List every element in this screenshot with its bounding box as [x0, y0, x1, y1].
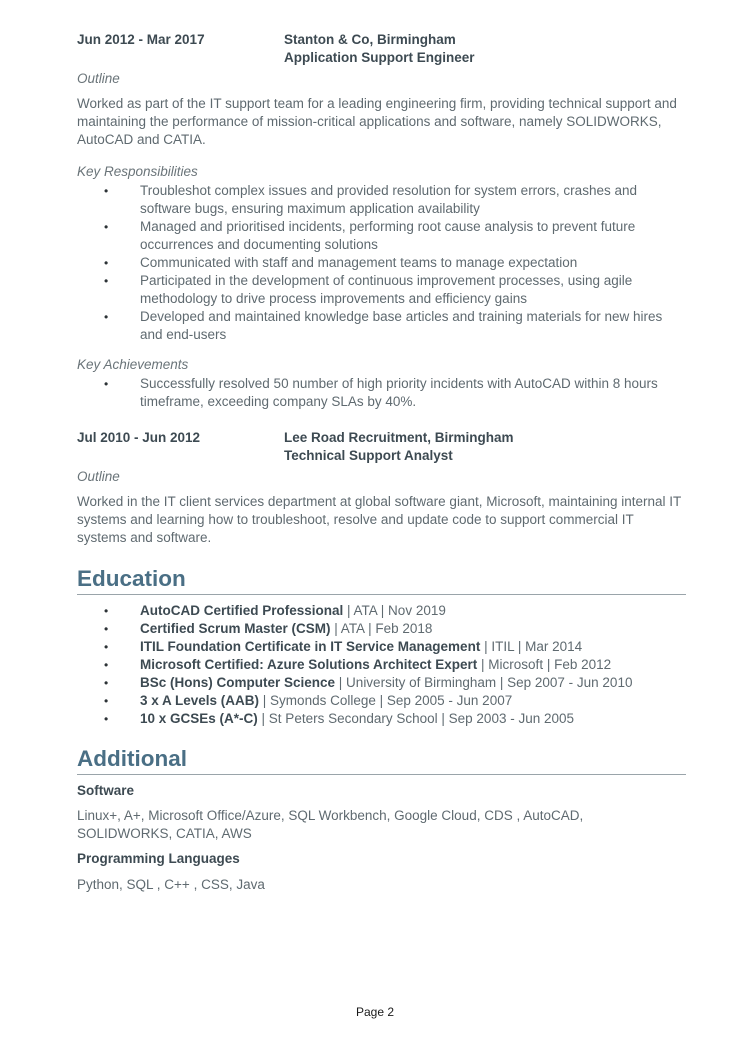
list-item: • 10 x GCSEs (A*-C) | St Peters Secondary School | Sep 2003 - Jun 2005 — [104, 711, 575, 726]
responsibilities-list — [77, 182, 686, 344]
software-list: Linux+, A+, Microsoft Office/Azure, SQL Workbench, Google Cloud, CDS , AutoCAD, SOLIDWORKS, CATIA, AWS — [77, 808, 584, 841]
bullet-icon: • — [104, 712, 109, 726]
job-header — [77, 429, 686, 465]
achievements-list — [77, 375, 686, 411]
section-divider — [77, 774, 686, 775]
job-date: Jun 2012 - Mar 2017 — [77, 32, 205, 47]
bullet-icon: • — [104, 640, 109, 654]
list-item: • 3 x A Levels (AAB) | Symonds College | Sep 2005 - Jun 2007 — [104, 693, 513, 708]
list-item: • Communicated with staff and management teams to manage expectation — [104, 255, 578, 270]
languages-label: Programming Languages — [77, 851, 240, 866]
bullet-icon: • — [104, 256, 109, 270]
software-label: Software — [77, 783, 135, 798]
bullet-icon: • — [104, 676, 109, 690]
list-item: • Managed and prioritised incidents, performing root cause analysis to prevent future occurrences and documenting solutions — [104, 219, 636, 252]
education-section — [77, 566, 686, 595]
bullet-icon: • — [104, 694, 109, 708]
list-item: • Troubleshot complex issues and provided resolution for system errors, crashes and software bugs, ensuring maximum application availability — [104, 183, 637, 216]
bullet-icon: • — [104, 604, 109, 618]
bullet-icon: • — [104, 274, 109, 288]
job-outline: Worked as part of the IT support team for a leading engineering firm, providing technical support and maintaining the performance of mission-critical applications and software, namely SOLIDWORKS, AutoCAD and CATIA. — [77, 96, 677, 147]
job-role: Application Support Engineer — [284, 50, 475, 65]
job-header — [77, 31, 686, 67]
achievements-label: Key Achievements — [77, 357, 189, 372]
list-item: • Microsoft Certified: Azure Solutions Architect Expert | Microsoft | Feb 2012 — [104, 657, 612, 672]
job-org — [284, 429, 514, 465]
job-role: Technical Support Analyst — [284, 448, 453, 463]
page-number: Page 2 — [355, 1005, 395, 1019]
job-entry — [77, 31, 686, 67]
list-item: • BSc (Hons) Computer Science | University of Birmingham | Sep 2007 - Jun 2010 — [104, 675, 633, 690]
responsibilities-label: Key Responsibilities — [77, 164, 198, 179]
bullet-icon: • — [104, 658, 109, 672]
section-title: Additional — [77, 746, 187, 771]
job-org — [284, 31, 475, 67]
outline-label: Outline — [77, 71, 120, 86]
job-company: Lee Road Recruitment, Birmingham — [284, 430, 514, 445]
bullet-icon: • — [104, 220, 109, 234]
languages-list: Python, SQL , C++ , CSS, Java — [77, 877, 265, 892]
job-company: Stanton & Co, Birmingham — [284, 32, 456, 47]
bullet-icon: • — [104, 184, 109, 198]
bullet-icon: • — [104, 622, 109, 636]
list-item: • Successfully resolved 50 number of high priority incidents with AutoCAD within 8 hours timeframe, exceeding company SLAs by 40%. — [104, 376, 658, 409]
list-item: • AutoCAD Certified Professional | ATA | Nov 2019 — [104, 603, 446, 618]
bullet-icon: • — [104, 377, 109, 391]
job-outline: Worked in the IT client services department at global software giant, Microsoft, maintaining internal IT systems and learning how to troubleshoot, resolve and update code to support commercial IT systems and software. — [77, 494, 682, 545]
job-date: Jul 2010 - Jun 2012 — [77, 430, 201, 445]
outline-label: Outline — [77, 469, 120, 484]
list-item: • Participated in the development of continuous improvement processes, using agile methodology to drive process improvements and efficiency gains — [104, 273, 633, 306]
section-title: Education — [77, 566, 186, 591]
section-divider — [77, 594, 686, 595]
list-item: • Certified Scrum Master (CSM) | ATA | Feb 2018 — [104, 621, 433, 636]
additional-section — [77, 746, 686, 775]
list-item: • ITIL Foundation Certificate in IT Service Management | ITIL | Mar 2014 — [104, 639, 583, 654]
list-item: • Developed and maintained knowledge base articles and training materials for new hires and end-users — [104, 309, 663, 342]
job-entry — [77, 429, 686, 465]
bullet-icon: • — [104, 310, 109, 324]
education-list — [77, 602, 697, 728]
